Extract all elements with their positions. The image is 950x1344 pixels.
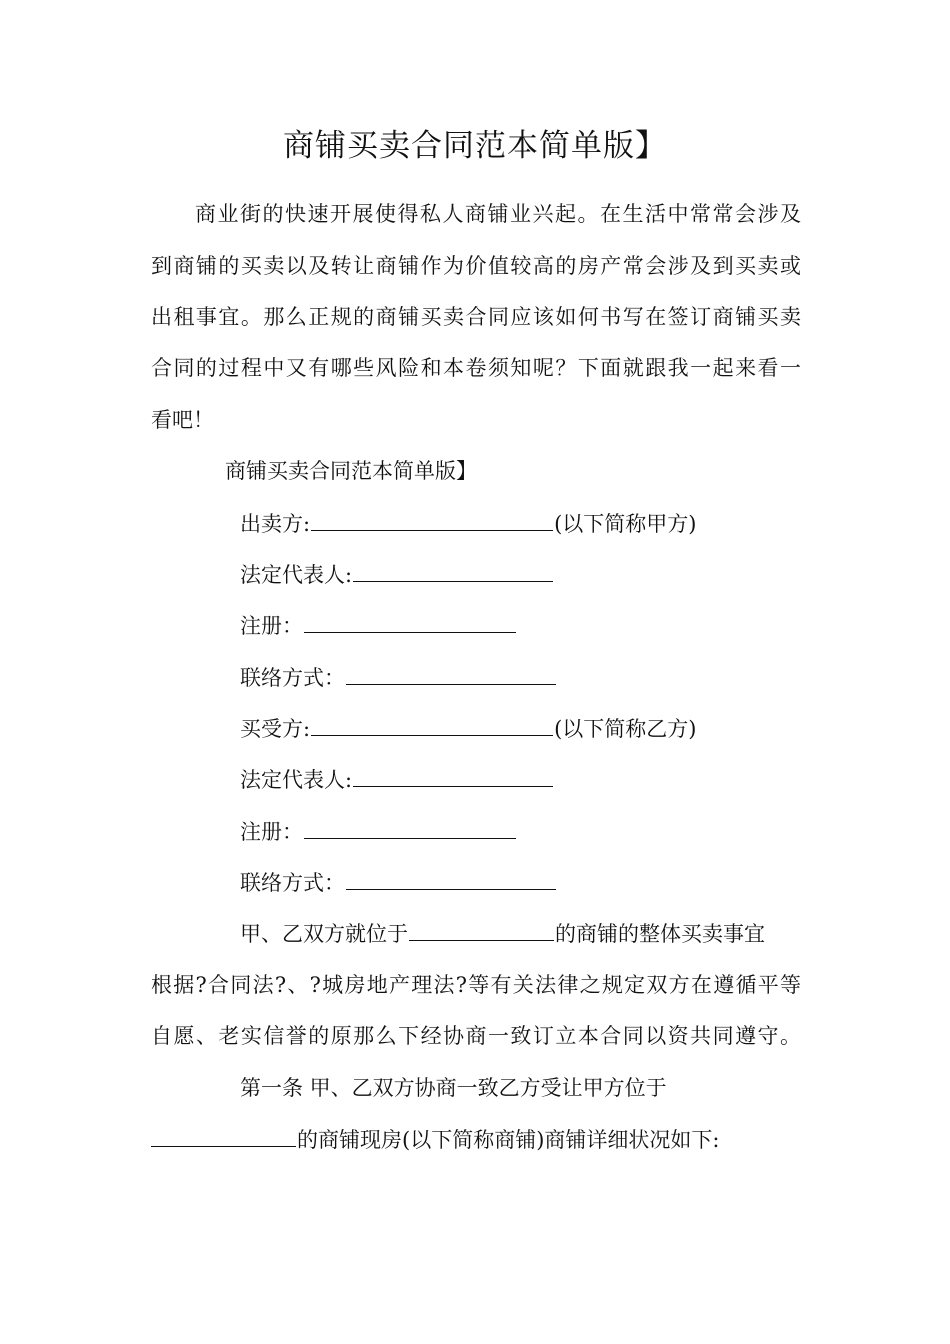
seller-contact-line	[240, 662, 557, 693]
buyer-contact-line	[240, 867, 557, 898]
preamble-line-2: 根据?合同法?、?城房地产理法?等有关法律之规定双方在遵循平等	[151, 973, 801, 997]
article1-line-1: 第一条 甲、乙双方协商一致乙方受让甲方位于	[240, 1076, 667, 1100]
preamble-line-1	[240, 918, 765, 949]
buyer-rep-blank	[353, 764, 553, 787]
preamble-text-after: 的商铺的整体买卖事宜	[555, 922, 765, 946]
seller-blank	[311, 508, 553, 531]
location-blank	[409, 918, 554, 941]
buyer-contact-blank	[346, 867, 556, 890]
intro-line-4: 合同的过程中又有哪些风险和本卷须知呢？下面就跟我一起来看一	[151, 356, 801, 380]
article1-line-2	[151, 1124, 719, 1155]
buyer-label: 买受方:	[240, 717, 311, 741]
seller-label: 出卖方:	[240, 512, 311, 536]
seller-reg-blank	[304, 610, 516, 633]
article1-location-blank	[151, 1124, 296, 1147]
seller-contact-blank	[346, 662, 556, 685]
preamble-line-3: 自愿、老实信誉的原那么下经协商一致订立本合同以资共同遵守。	[151, 1024, 801, 1048]
intro-line-1: 商业街的快速开展使得私人商铺业兴起。在生活中常常会涉及	[195, 202, 801, 226]
buyer-contact-label: 联络方式：	[240, 871, 345, 895]
buyer-rep-label: 法定代表人:	[240, 768, 353, 792]
seller-rep-line	[240, 559, 554, 590]
document-title: 商铺买卖合同范本简单版】	[283, 128, 667, 164]
buyer-blank	[311, 713, 553, 736]
intro-line-2: 到商铺的买卖以及转让商铺作为价值较高的房产常会涉及到买卖或	[151, 254, 801, 278]
seller-rep-label: 法定代表人:	[240, 563, 353, 587]
intro-line-3: 出租事宜。那么正规的商铺买卖合同应该如何书写在签订商铺买卖	[151, 305, 801, 329]
buyer-reg-line	[240, 816, 517, 847]
article1-text-after: 的商铺现房(以下简称商铺)商铺详细状况如下:	[297, 1128, 720, 1152]
preamble-text-before: 甲、乙双方就位于	[240, 922, 408, 946]
buyer-line	[240, 713, 696, 744]
seller-contact-label: 联络方式：	[240, 666, 345, 690]
seller-reg-label: 注册：	[240, 614, 303, 638]
contract-subtitle: 商铺买卖合同范本简单版】	[225, 459, 477, 483]
seller-line	[240, 508, 696, 539]
intro-line-5: 看吧！	[151, 408, 214, 432]
buyer-reg-label: 注册：	[240, 820, 303, 844]
buyer-rep-line	[240, 764, 554, 795]
seller-rep-blank	[353, 559, 553, 582]
seller-reg-line	[240, 610, 517, 641]
buyer-reg-blank	[304, 816, 516, 839]
seller-note: (以下简称甲方)	[554, 512, 697, 536]
buyer-note: (以下简称乙方)	[554, 717, 697, 741]
